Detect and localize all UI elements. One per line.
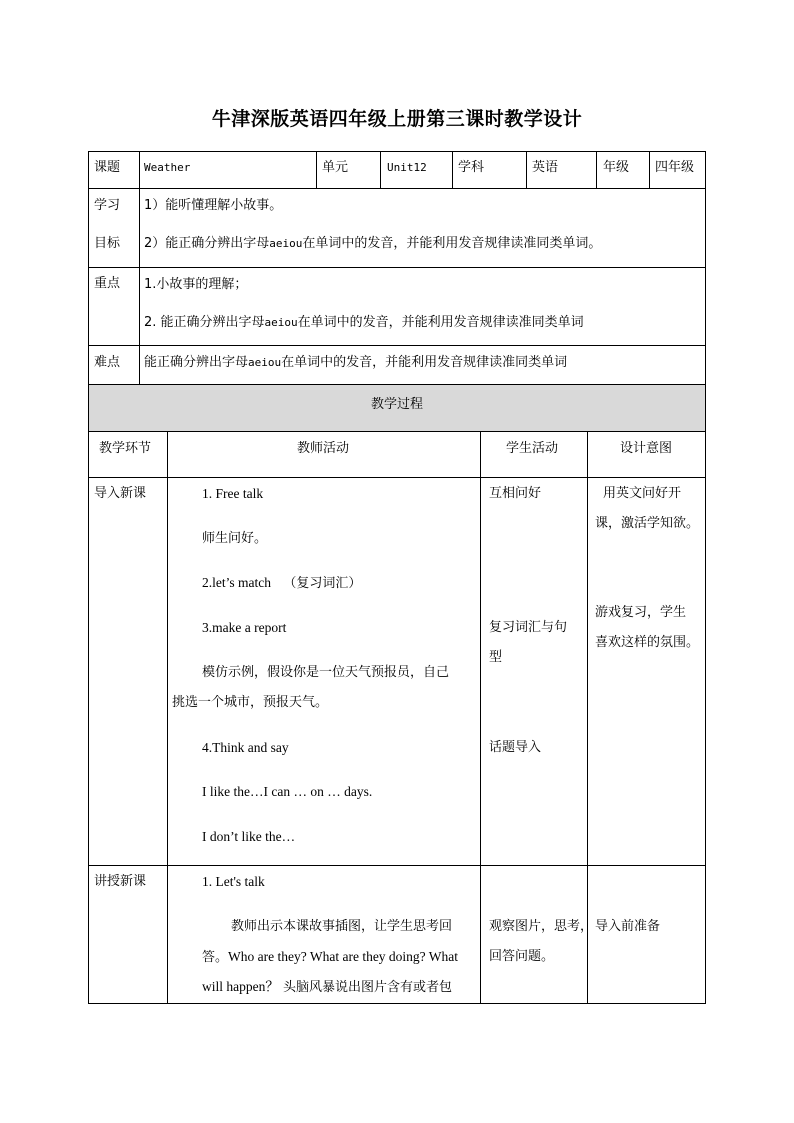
grade-value: 四年级: [655, 160, 695, 175]
topic-label: 课题: [94, 160, 121, 175]
s1-d1b: 课，激活学知欲。: [595, 516, 700, 531]
s2-t3: 答。Who are they? What are they doing? What: [202, 949, 459, 965]
col-label-design: 设计意图: [620, 441, 673, 456]
s1-t3: 2.let’s match （复习词汇）: [202, 575, 362, 591]
grade-label: 年级: [603, 160, 630, 175]
process-header: 教学过程: [370, 397, 423, 412]
difficulty-line: 能正确分辨出字母aeiou在单词中的发音，并能利用发音规律读准同类单词: [144, 355, 568, 370]
s1-d1a: 用英文问好开: [603, 486, 682, 501]
s2-t4: will happen？ 头脑风暴说出图片含有或者包: [202, 979, 453, 995]
key-line2: 2. 能正确分辨出字母aeiou在单词中的发音，并能利用发音规律读准同类单词: [144, 315, 584, 330]
col-label-student: 学生活动: [506, 441, 559, 456]
col-label-teacher: 教师活动: [297, 441, 350, 456]
goals-line1: 1）能听懂理解小故事。: [144, 198, 283, 213]
subject-value: 英语: [532, 160, 559, 175]
s1-t4: 3.make a report: [202, 620, 287, 635]
document-title: 牛津深版英语四年级上册第三课时教学设计: [211, 108, 583, 130]
s1-t1: 1. Free talk: [202, 486, 264, 501]
s1-d2a: 游戏复习，学生: [595, 605, 687, 620]
s1-s2a: 复习词汇与句: [489, 620, 568, 635]
s1-design-cell: [587, 477, 706, 866]
difficulty-label: 难点: [94, 355, 121, 370]
s1-s2b: 型: [489, 650, 503, 665]
s1-student-cell: [480, 477, 588, 866]
key-line1: 1.小故事的理解；: [144, 277, 248, 292]
s1-stage: 导入新课: [94, 486, 147, 501]
unit-label: 单元: [322, 160, 349, 175]
key-label: 重点: [94, 276, 121, 291]
s1-stage-cell: [88, 477, 168, 866]
col-label-stage: 教学环节: [99, 441, 152, 456]
s2-s2: 回答问题。: [489, 949, 555, 964]
s2-s1: 观察图片，思考，: [489, 919, 594, 934]
goals-label-2: 目标: [94, 236, 121, 251]
s2-d1: 导入前准备: [595, 919, 661, 934]
s2-t2: 教师出示本课故事插图，让学生思考回: [231, 919, 453, 934]
s1-t2: 师生问好。: [202, 531, 268, 546]
unit-value: Unit12: [387, 161, 427, 174]
s1-t5a: 模仿示例，假设你是一位天气预报员，自己: [202, 665, 450, 680]
s1-t5b: 挑选一个城市，预报天气。: [172, 695, 329, 710]
s1-s3: 话题导入: [489, 740, 542, 755]
s1-t8: I don’t like the…: [202, 829, 296, 844]
topic-value: Weather: [144, 161, 191, 174]
subject-label: 学科: [458, 160, 485, 175]
s1-t6: 4.Think and say: [202, 740, 289, 755]
s1-d2b: 喜欢这样的氛围。: [595, 635, 700, 650]
s1-s1: 互相问好: [489, 486, 542, 501]
goals-line2: 2）能正确分辨出字母aeiou在单词中的发音，并能利用发音规律读准同类单词。: [144, 236, 602, 251]
s2-t1: 1. Let's talk: [202, 874, 265, 889]
s1-t7: I like the…I can … on … days.: [202, 784, 373, 799]
s2-stage: 讲授新课: [94, 874, 147, 889]
goals-label-1: 学习: [94, 198, 121, 213]
